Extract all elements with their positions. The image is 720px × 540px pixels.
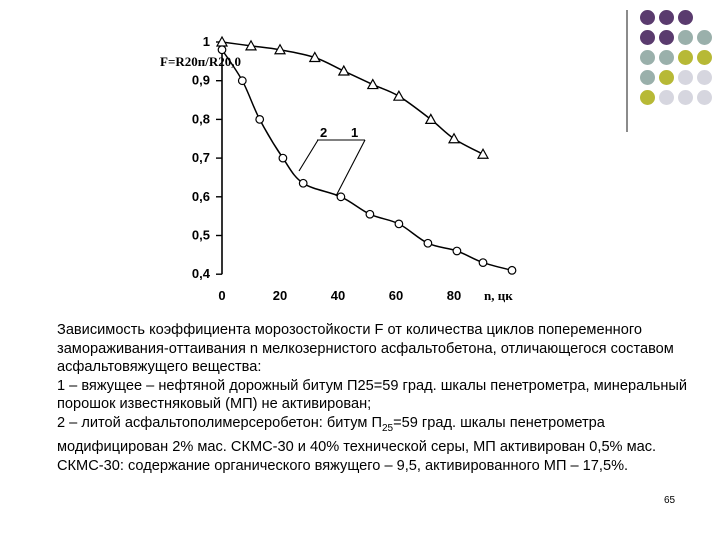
x-axis-label: n, цк [484,288,513,303]
series-1-point [339,66,349,75]
decor-dot [659,90,674,105]
decor-dot [640,50,655,65]
series-2-point [424,239,432,247]
series-2-point [366,210,374,218]
y-tick-label: 0,4 [191,266,210,282]
series-1-point [449,134,459,143]
series-1-point [368,80,378,89]
series-2-point [239,77,247,85]
decor-dot [678,70,693,85]
divider-line [626,10,628,132]
decor-dot [697,30,712,45]
series-2-point [453,247,461,255]
decor-dot [678,90,693,105]
series-2-point [337,193,345,201]
decor-dot [640,30,655,45]
chart-curves [222,42,512,270]
y-tick-label: 0,8 [191,111,210,127]
y-tick-label: 0,7 [191,150,210,166]
decor-dot [697,90,712,105]
decor-dots-grid [640,10,720,120]
x-tick-label: 0 [218,288,226,303]
page-number: 65 [664,495,676,506]
x-tick-label: 60 [388,288,404,303]
series-1-point [478,149,488,158]
x-tick-label: 20 [272,288,288,303]
caption-item-2-start: 2 – литой асфальтополимерсеробетон: битум П [57,414,382,431]
y-tick-label: 0,6 [191,188,210,204]
chart-labels [160,34,513,303]
annotation-curve-2: 2 [320,125,328,140]
series-2-point [395,220,403,228]
y-tick-label: 0,5 [191,227,210,243]
caption-item-2-end: =59 град. шкалы пенетрометра модифицирован 2% мас. СКМС-30 и 40% технической серы, МП активирован 0,5% мас. СКМС-30: содержание органического вяжущего – 9,5, активированного МП – 17,5%. [57,414,657,475]
decor-dot [678,50,693,65]
annotation-curve-1: 1 [351,125,359,140]
annotation-leader-2 [299,140,318,171]
decor-dot [678,30,693,45]
decor-dot [640,90,655,105]
series-2-point [218,46,226,54]
decor-dot [659,10,674,25]
decor-dot [640,70,655,85]
chart-marks [217,37,516,274]
decor-dot [678,10,693,25]
caption-item-2 [57,414,707,476]
x-tick-label: 40 [330,288,346,303]
decor-dot [640,10,655,25]
series-2-point [508,267,516,275]
decor-dot [659,50,674,65]
x-tick-label: 80 [446,288,462,303]
chart-axes [216,38,222,274]
series-2-point [299,179,307,187]
decor-dot [697,50,712,65]
series-2-point [279,154,287,162]
caption-item-2-sub: 25 [381,422,394,434]
decor-dot [659,70,674,85]
y-tick-label: 1 [202,34,210,49]
y-axis-label: F=R20п/R20,0 [160,54,241,69]
decor-dot [697,70,712,85]
series-2-line [222,50,512,271]
caption-heading: Зависимость коэффициента морозостойкости F от количества циклов попеременного замораживания-оттаивания n мелкозернистого асфальтобетона, отличающегося составом асфальтовяжущего вещества: [57,322,674,376]
caption-item-1: 1 – вяжущее – нефтяной дорожный битум П25=59 град. шкалы пенетрометра, минеральный порошок известняковый (МП) не активирован; [57,377,688,413]
decor-dot [659,30,674,45]
series-1-point [394,91,404,100]
series-2-point [256,116,264,124]
annotation-leader-1 [336,140,365,196]
series-2-point [479,259,487,267]
y-tick-label: 0,9 [191,72,210,88]
figure-caption [57,321,707,476]
